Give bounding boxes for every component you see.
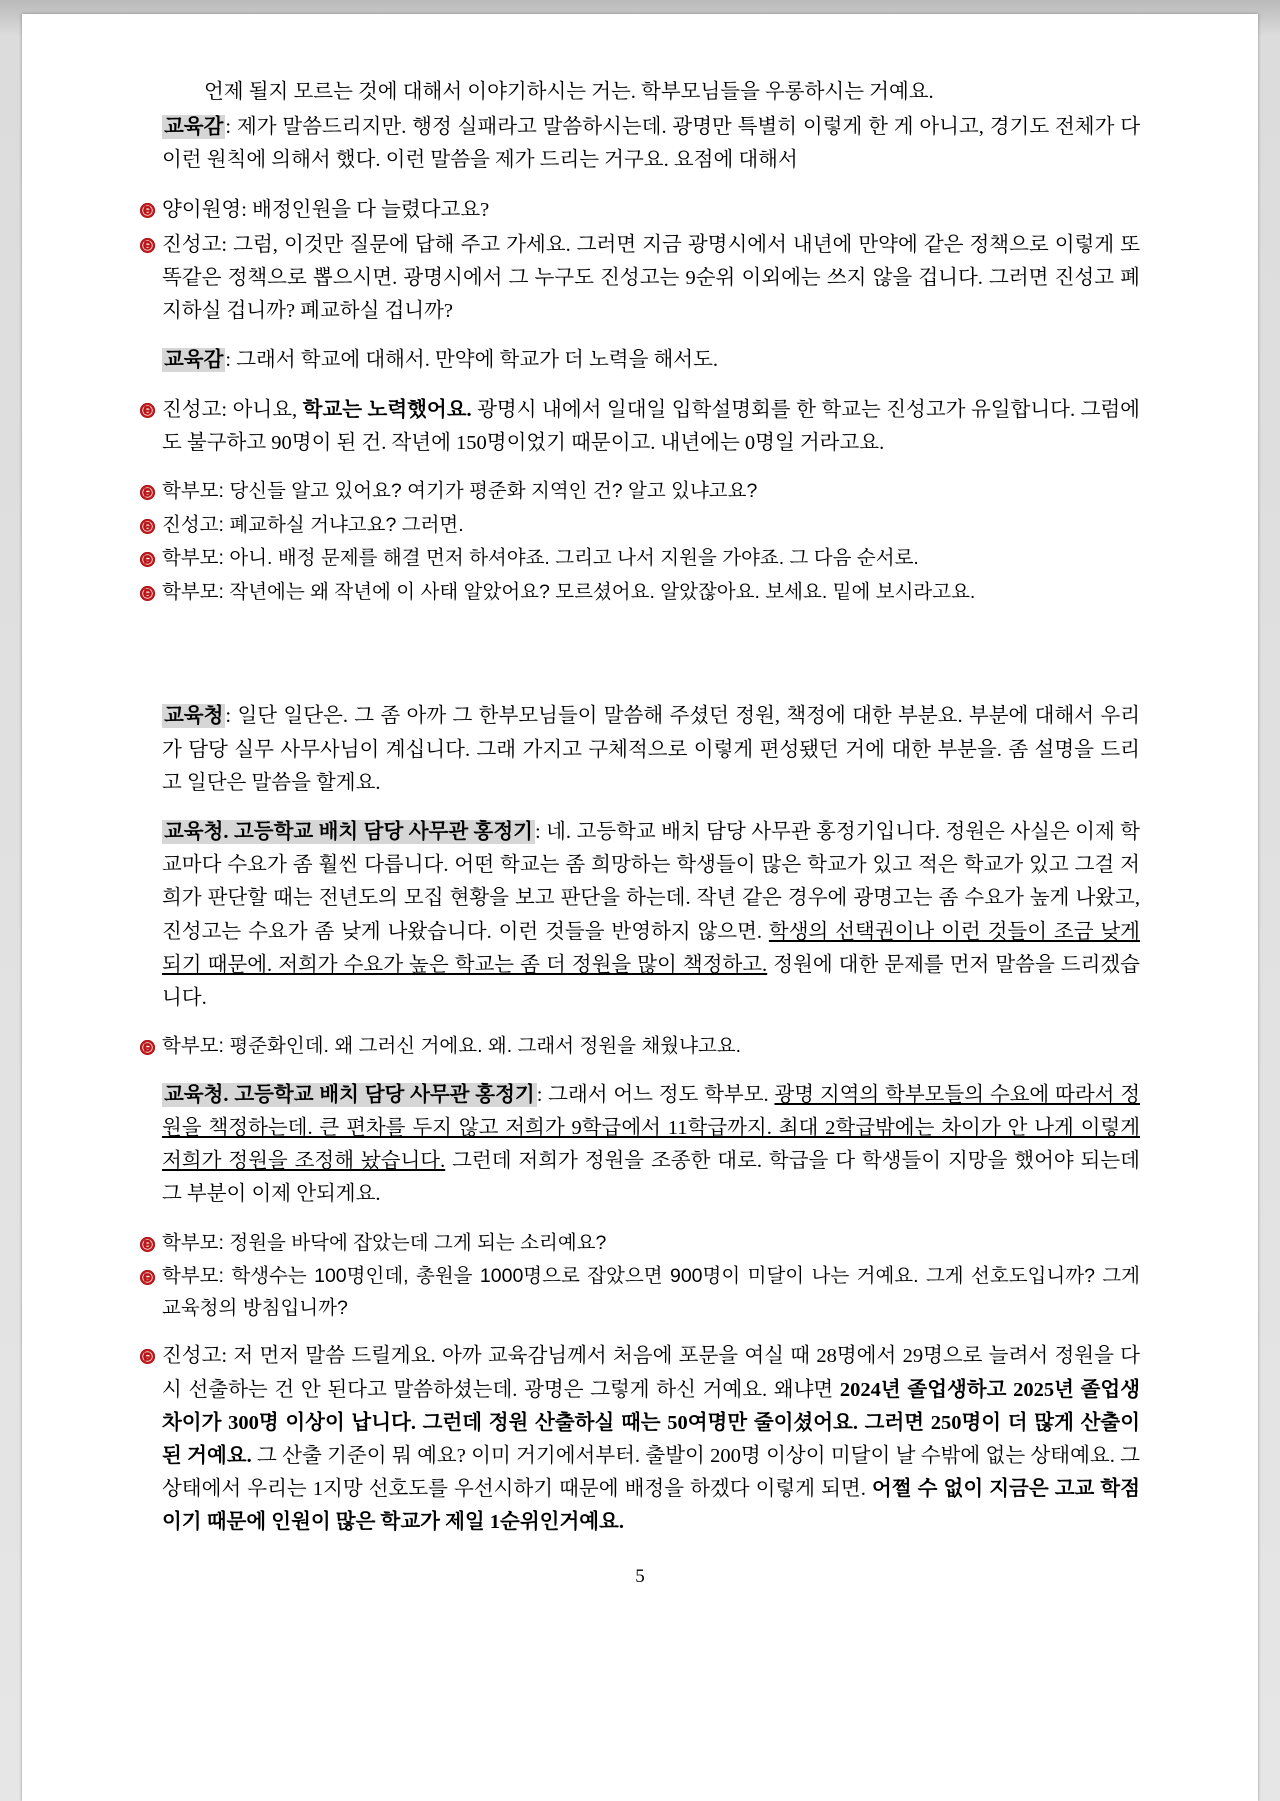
text-run-normal: 그 산출 기준이 뭐 예요? 이미 거기에서부터. 출발이 200명 이상이 미달이 날 수밖에 없는 상태예요. 그 상태에서 우리는 1지망 선호도를 우선시하기 때문에 배정을 하겠다 이렇게 되면. xyxy=(162,1444,1140,1501)
label-colon: : xyxy=(241,198,253,221)
label-colon: : xyxy=(221,233,234,256)
paragraph-body: 학생수는 100명인데, 총원을 1000명으로 잡았으면 900명이 미달이 나는 거예요. 그게 선호도입니까? 그게 교육청의 방침입니까? xyxy=(162,1265,1140,1319)
paragraph-body: 언제 될지 모르는 것에 대해서 이야기하시는 거는. 학부모님들을 우롱하시는 거예요. xyxy=(204,81,934,103)
speaker-label: 진성고 xyxy=(162,398,222,421)
paragraph-text xyxy=(162,476,1140,508)
speaker-label: 진성고 xyxy=(162,513,219,536)
text-run-underline: 학생의 선택권이나 이런 것들이 조금 낮게 되기 때문에. 저희가 수요가 높은 학교는 좀 더 정원을 많이 책정하고. xyxy=(162,920,1140,976)
bullet-cell xyxy=(140,1031,162,1055)
transcript-paragraph xyxy=(140,1031,1140,1063)
bullet-cell xyxy=(140,476,162,500)
text-run-normal: 저 먼저 말씀 드릴게요. 아까 교육감님께서 처음에 포문을 여실 때 28명에서 29명으로 늘려서 정원을 다시 선출하는 건 안 된다고 말씀하셨는데. 광명은 그렇게 하신 거예요. 왜냐면 xyxy=(162,1345,1140,1401)
bullet-cell xyxy=(140,394,162,418)
bullet-cell xyxy=(140,1340,162,1364)
transcript-paragraph xyxy=(140,1228,1140,1260)
paragraph-body: 평준화인데. 왜 그러신 거에요. 왜. 그래서 정원을 채웠냐고요. xyxy=(229,1035,742,1058)
paragraph-text xyxy=(162,510,1140,542)
paragraph-runs xyxy=(162,1345,1140,1533)
speaker-label: 학부모 xyxy=(162,1035,219,1058)
text-run-underline: 광명 지역의 학부모들의 수요에 따라서 정원을 책정하는데. 큰 편차를 두지 않고 저희가 9학급에서 11학급까지. 최대 2학급밖에는 차이가 안 나게 이렇게 저희가 정원을 조정해 놨습니다. xyxy=(162,1083,1141,1173)
paragraph-text xyxy=(162,111,1140,177)
paragraph-runs xyxy=(162,821,1140,1009)
paragraph-text xyxy=(162,76,1140,109)
transcript-paragraph xyxy=(140,1079,1140,1212)
paragraph-body: 정원을 바닥에 잡았는데 그게 되는 소리예요? xyxy=(229,1231,607,1254)
paragraph-body: 그럼, 이것만 질문에 답해 주고 가세요. 그러면 지금 광명시에서 내년에 만약에 같은 정책으로 이렇게 또 똑같은 정책으로 뽑으시면. 광명시에서 그 누구도 진성고는 9순위 이외에는 쓰지 않을 겁니다. 그러면 진성고 폐지하실 겁니까? 폐교하실 겁니까? xyxy=(162,233,1140,323)
paragraph-body: 작년에는 왜 작년에 이 사태 알았어요? 모르셨어요. 알았잖아요. 보세요. 밑에 보시라고요. xyxy=(229,580,976,603)
speaker-label: 학부모 xyxy=(162,480,219,503)
text-run-normal: 아니요, xyxy=(232,398,303,421)
transcript-paragraph xyxy=(140,194,1140,227)
bullet-placeholder xyxy=(140,700,162,709)
red-seal-bullet-icon xyxy=(140,203,155,218)
paragraph-body: 당신들 알고 있어요? 여기가 평준화 지역인 건? 알고 있냐고요? xyxy=(229,480,758,503)
speaker-label: 학부모 xyxy=(162,547,219,570)
speaker-label: 진성고 xyxy=(162,233,222,256)
paragraph-body: 아니. 배정 문제를 해결 먼저 하셔야죠. 그리고 나서 지원을 가야죠. 그 다음 순서로. xyxy=(229,547,919,570)
text-run-normal: 정원에 대한 문제를 먼저 말씀을 드리겠습니다. xyxy=(162,953,1140,1009)
transcript-paragraph xyxy=(140,476,1140,508)
speaker-label: 교육감 xyxy=(164,116,224,139)
label-colon: : xyxy=(218,480,230,503)
label-colon: : xyxy=(536,1083,549,1106)
red-seal-bullet-icon xyxy=(140,519,155,534)
label-colon: : xyxy=(218,1035,230,1058)
paragraph-text xyxy=(162,229,1140,329)
text-run-bold: 2024년 졸업생하고 2025년 졸업생 차이가 300명 이상이 납니다. 그런데 정원 산출하실 때는 50여명만 줄이셨어요. 그러면 250명이 더 많게 산출이 된 거예요. xyxy=(162,1378,1140,1467)
bullet-cell xyxy=(140,577,162,601)
paragraph-text xyxy=(162,394,1140,460)
speaker-label: 교육청. 고등학교 배치 담당 사무관 홍정기 xyxy=(164,820,533,843)
bullet-cell xyxy=(140,543,162,567)
paragraph-body: 그래서 학교에 대해서. 만약에 학교가 더 노력을 해서도. xyxy=(236,349,719,372)
paragraph-text xyxy=(162,1079,1140,1212)
transcript-paragraph xyxy=(140,577,1140,609)
bullet-placeholder xyxy=(140,76,162,85)
label-colon: : xyxy=(225,349,237,372)
transcript-paragraph xyxy=(140,1340,1140,1539)
bullet-cell xyxy=(140,194,162,218)
label-colon: : xyxy=(221,1345,234,1368)
paragraph-text xyxy=(162,1031,1140,1063)
bullet-placeholder xyxy=(140,1079,162,1088)
paragraph-text xyxy=(162,543,1140,575)
bullet-placeholder xyxy=(140,344,162,353)
red-seal-bullet-icon xyxy=(140,403,155,418)
transcript-paragraph xyxy=(140,229,1140,329)
speaker-label: 교육감 xyxy=(164,349,224,372)
document-body xyxy=(140,76,1140,1588)
paragraph-text xyxy=(162,194,1140,227)
red-seal-bullet-icon xyxy=(140,1040,155,1055)
text-run-normal: 그런데 저희가 정원을 조종한 대로. 학급을 다 학생들이 지망을 했어야 되는데 그 부분이 이제 안되게요. xyxy=(162,1150,1140,1206)
paragraph-text xyxy=(162,816,1140,1015)
red-seal-bullet-icon xyxy=(140,586,155,601)
red-seal-bullet-icon xyxy=(140,1237,155,1252)
section-spacer xyxy=(140,614,1140,700)
bullet-cell xyxy=(140,1261,162,1285)
bullet-cell xyxy=(140,510,162,534)
label-colon: : xyxy=(534,820,547,843)
speaker-label: 진성고 xyxy=(162,1345,222,1368)
paragraph-body: 폐교하실 거냐고요? 그러면. xyxy=(229,513,464,536)
text-run-normal: 그래서 어느 정도 학부모. xyxy=(548,1083,775,1106)
red-seal-bullet-icon xyxy=(140,552,155,567)
transcript-paragraph xyxy=(140,111,1140,177)
label-colon: : xyxy=(218,1265,232,1288)
text-run-bold: 학교는 노력했어요. xyxy=(302,398,472,421)
text-run-normal: 네. 고등학교 배치 담당 사무관 홍정기입니다. 정원은 사실은 이제 학교마다 수요가 좀 훨씬 다릅니다. 어떤 학교는 좀 희망하는 학생들이 많은 학교가 있고 적은 학교가 있고 그걸 저희가 판단할 때는 전년도의 모집 현황을 보고 판단을 하는데. 작년 같은 경우에 광명고는 좀 수요가 높게 나왔고, 진성고는 수요가 좀 낮게 나왔습니다. 이런 것들을 반영하지 않으면. xyxy=(162,820,1140,943)
speaker-label: 학부모 xyxy=(162,1231,219,1254)
transcript-paragraph xyxy=(140,816,1140,1015)
bullet-cell xyxy=(140,229,162,253)
paragraph-text xyxy=(162,1228,1140,1260)
speaker-label: 교육청 xyxy=(164,705,224,728)
paragraph-body: 제가 말씀드리지만. 행정 실패라고 말씀하시는데. 광명만 특별히 이렇게 한 게 아니고, 경기도 전체가 다 이런 원칙에 의해서 했다. 이런 말씀을 제가 드리는 거구요. 요점에 대해서 xyxy=(162,116,1141,172)
label-colon: : xyxy=(225,705,238,728)
paragraph-text xyxy=(162,700,1140,800)
paragraph-text xyxy=(162,577,1140,609)
bullet-placeholder xyxy=(140,111,162,120)
page-number: 5 xyxy=(635,1565,645,1587)
label-colon: : xyxy=(218,1231,230,1254)
red-seal-bullet-icon xyxy=(140,1270,155,1285)
speaker-label: 학부모 xyxy=(162,580,219,603)
text-run-bold: 어쩔 수 없이 지금은 고교 학점이기 때문에 인원이 많은 학교가 제일 1순위인거예요. xyxy=(162,1478,1141,1534)
bullet-placeholder xyxy=(140,816,162,825)
speaker-label: 학부모 xyxy=(162,1265,219,1288)
label-colon: : xyxy=(225,116,237,139)
transcript-paragraph xyxy=(140,344,1140,377)
document-page xyxy=(22,14,1258,1801)
transcript-paragraph xyxy=(140,543,1140,575)
transcript-paragraph xyxy=(140,510,1140,542)
transcript-paragraph xyxy=(140,76,1140,109)
label-colon: : xyxy=(221,398,233,421)
paragraph-body: 일단 일단은. 그 좀 아까 그 한부모님들이 말씀해 주셨던 정원, 책정에 대한 부분요. 부분에 대해서 우리가 담당 실무 사무사님이 계십니다. 그래 가지고 구체적으로 이렇게 편성됐던 거에 대한 부분을. 좀 설명을 드리고 일단은 말씀을 할게요. xyxy=(162,705,1141,794)
paragraph-text xyxy=(162,344,1140,377)
transcript-paragraph xyxy=(140,1261,1140,1324)
label-colon: : xyxy=(218,547,230,570)
speaker-label: 양이원영 xyxy=(162,198,242,221)
bullet-cell xyxy=(140,1228,162,1252)
red-seal-bullet-icon xyxy=(140,238,155,253)
paragraph-runs xyxy=(162,399,1140,454)
label-colon: : xyxy=(218,580,230,603)
text-run-normal: 광명시 내에서 일대일 입학설명회를 한 학교는 진성고가 유일합니다. 그럼에도 불구하고 90명이 된 건. 작년에 150명이었기 때문이고. 내년에는 0명일 거라고요. xyxy=(162,398,1140,454)
paragraph-text xyxy=(162,1340,1140,1539)
label-colon: : xyxy=(218,513,230,536)
transcript-paragraph xyxy=(140,394,1140,460)
transcript-paragraph xyxy=(140,700,1140,800)
paragraph-text xyxy=(162,1261,1140,1324)
speaker-label: 교육청. 고등학교 배치 담당 사무관 홍정기 xyxy=(164,1083,535,1106)
paragraph-body: 배정인원을 다 늘렸다고요? xyxy=(252,198,490,221)
red-seal-bullet-icon xyxy=(140,1349,155,1364)
red-seal-bullet-icon xyxy=(140,485,155,500)
